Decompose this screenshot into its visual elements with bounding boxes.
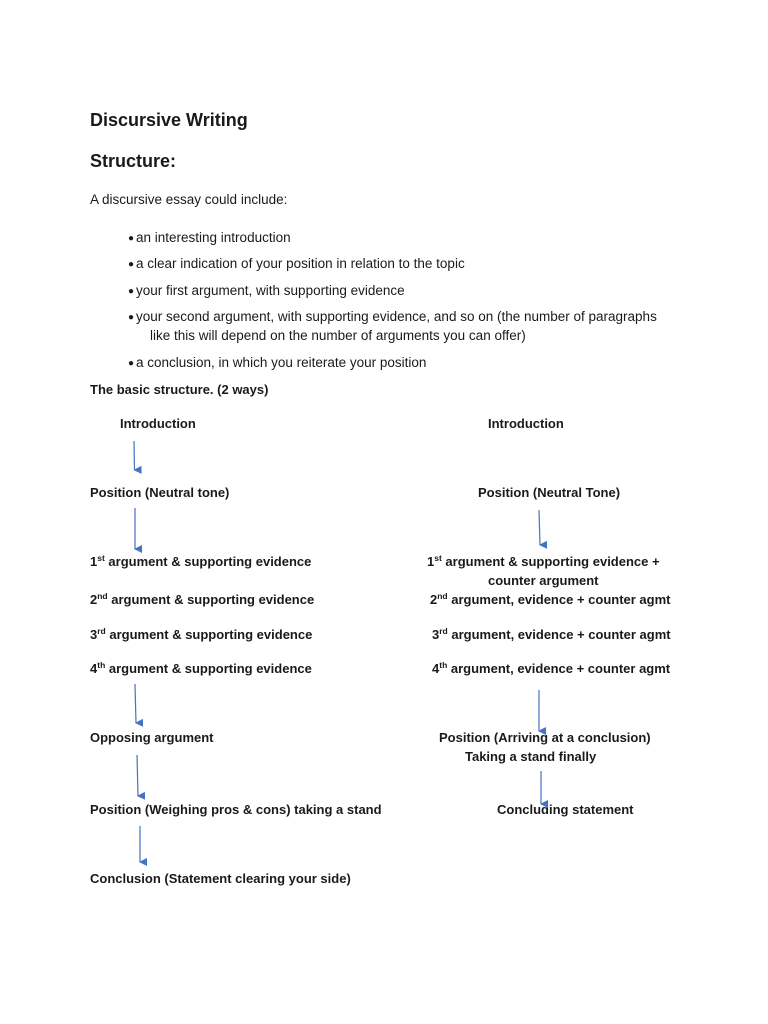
left-opposing-argument: Opposing argument (90, 730, 214, 745)
right-argument-1-counter: counter argument (488, 573, 599, 588)
bullet-item-continuation: like this will depend on the number of arguments you can offer) (150, 328, 526, 343)
left-argument-3: 3rd argument & supporting evidence (90, 626, 313, 642)
left-position: Position (Neutral tone) (90, 485, 230, 500)
left-introduction: Introduction (120, 416, 196, 431)
right-argument-4: 4th argument, evidence + counter agmt (432, 660, 671, 676)
left-argument-1: 1st argument & supporting evidence (90, 553, 312, 569)
right-argument-1: 1st argument & supporting evidence + (427, 553, 660, 569)
right-concluding-statement: Concluding statement (497, 802, 634, 817)
right-position: Position (Neutral Tone) (478, 485, 621, 500)
left-conclusion: Conclusion (Statement clearing your side) (90, 871, 351, 886)
down-arrow-icon (135, 684, 136, 723)
down-arrow-icon (137, 755, 138, 796)
down-arrow-icon (539, 510, 540, 545)
bullet-item: ● a clear indication of your position in relation to the topic (128, 256, 465, 271)
left-weighing-position: Position (Weighing pros & cons) taking a stand (90, 802, 382, 817)
right-position-conclusion: Position (Arriving at a conclusion) (439, 730, 651, 745)
down-arrow-icon (134, 441, 135, 470)
structure-heading: Structure: (90, 151, 177, 171)
document-title: Discursive Writing (90, 110, 248, 130)
right-argument-2: 2nd argument, evidence + counter agmt (430, 591, 671, 607)
bullet-item: ● your first argument, with supporting evidence (128, 283, 405, 298)
left-argument-2: 2nd argument & supporting evidence (90, 591, 315, 607)
right-argument-3: 3rd argument, evidence + counter agmt (432, 626, 671, 642)
basic-structure-heading: The basic structure. (2 ways) (90, 382, 269, 397)
intro-sentence: A discursive essay could include: (90, 192, 288, 207)
bullet-item: ● an interesting introduction (128, 230, 291, 245)
bullet-item: ● a conclusion, in which you reiterate your position (128, 355, 427, 370)
bullet-item: ● your second argument, with supporting evidence, and so on (the number of paragraphs (128, 309, 657, 324)
right-taking-stand: Taking a stand finally (465, 749, 597, 764)
right-introduction: Introduction (488, 416, 564, 431)
left-argument-4: 4th argument & supporting evidence (90, 660, 312, 676)
